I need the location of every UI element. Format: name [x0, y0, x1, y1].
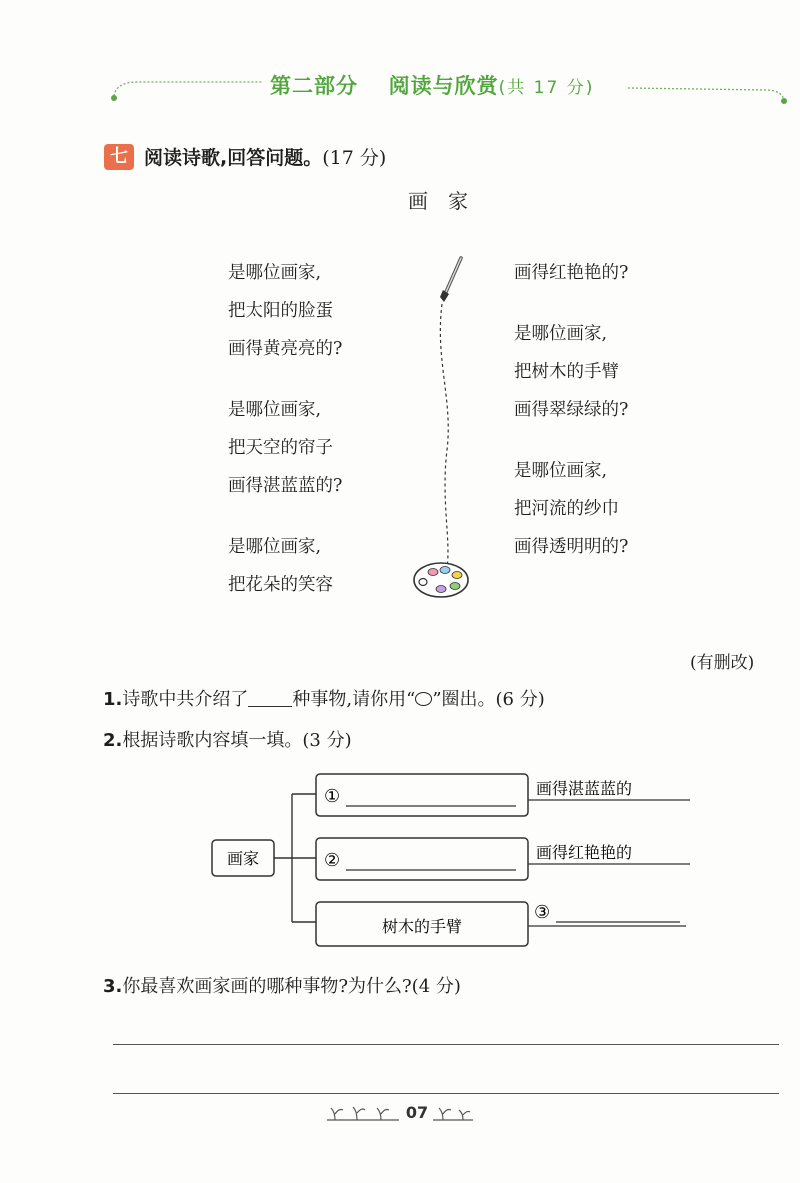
question-badge: 七	[104, 144, 134, 170]
marker-1: ①	[324, 786, 341, 807]
question-instruction	[144, 143, 386, 170]
fill-in-diagram	[200, 760, 700, 960]
paintbrush-icon	[440, 258, 461, 302]
answer-writing-line[interactable]	[113, 1093, 779, 1094]
answer-blank[interactable]	[248, 688, 292, 707]
poem-line: 把太阳的脸蛋	[228, 301, 333, 321]
poem-stanza	[514, 315, 628, 429]
poem-line: 是哪位画家,	[228, 400, 322, 420]
page-footer	[0, 1100, 800, 1122]
section-title	[270, 70, 594, 100]
dashed-path	[440, 304, 448, 568]
source-note: (有删改)	[690, 653, 755, 673]
poem-line: 画得黄亮亮的?	[228, 339, 343, 359]
poem-line: 是哪位画家,	[228, 263, 322, 283]
question-text: ”圈出。(6 分)	[432, 689, 545, 710]
poem-right-column	[514, 254, 628, 589]
poem-line: 把花朵的笑容	[228, 575, 333, 595]
section-label: 第二部分	[270, 74, 358, 98]
question-text: 根据诗歌内容填一填。(3 分)	[122, 730, 352, 751]
diagram-root-label: 画家	[226, 849, 260, 868]
poem-left-column	[228, 254, 342, 627]
circle-icon	[415, 692, 432, 706]
poem-line: 把河流的纱巾	[514, 499, 619, 519]
poem-line: 画得翠绿绿的?	[514, 400, 629, 420]
question-number: 1.	[103, 689, 123, 710]
question-1	[103, 685, 545, 711]
question-number: 2.	[103, 730, 123, 751]
question-text: 种事物,请你用“	[292, 689, 416, 710]
marker-2: ②	[324, 850, 341, 871]
sprout-decoration-left-icon	[327, 1100, 401, 1122]
poem-line: 是哪位画家,	[228, 537, 322, 557]
sprout-decoration-right-icon	[433, 1100, 473, 1122]
diagram-box-1	[316, 774, 528, 816]
poem-line: 是哪位画家,	[514, 324, 608, 344]
poem-stanza	[228, 528, 342, 604]
section-points: (共 17 分)	[498, 78, 595, 98]
paintbrush-palette-illustration	[405, 250, 475, 610]
diagram-item-1-text: 画得湛蓝蓝的	[536, 779, 633, 798]
poem-line: 画得湛蓝蓝的?	[228, 476, 343, 496]
poem-line: 画得透明明的?	[514, 537, 629, 557]
poem-stanza	[514, 452, 628, 566]
question-text: 诗歌中共介绍了	[122, 689, 249, 710]
poem-line: 把天空的帘子	[228, 438, 333, 458]
question-3	[103, 972, 461, 998]
poem-title: 画家	[408, 189, 488, 213]
palette-icon	[414, 563, 468, 597]
poem-stanza	[228, 254, 342, 368]
question-number: 3.	[103, 976, 123, 997]
diagram-box-2	[316, 838, 528, 880]
section-name: 阅读与欣赏	[388, 74, 499, 98]
diagram-item-3-text: 树木的手臂	[381, 917, 463, 936]
poem-stanza	[514, 254, 628, 292]
diagram-item-2-text: 画得红艳艳的	[536, 843, 633, 862]
question-2	[103, 726, 352, 752]
poem-line: 是哪位画家,	[514, 461, 608, 481]
page-number: 07	[405, 1103, 429, 1122]
instruction-text: 阅读诗歌,回答问题。	[144, 147, 323, 169]
instruction-points: (17 分)	[322, 147, 387, 169]
poem-line: 把树木的手臂	[514, 362, 619, 382]
poem-line: 画得红艳艳的?	[514, 263, 629, 283]
answer-writing-line[interactable]	[113, 1044, 779, 1045]
poem-stanza	[228, 391, 342, 505]
question-text: 你最喜欢画家画的哪种事物?为什么?(4 分)	[122, 976, 461, 997]
marker-3: ③	[534, 902, 551, 923]
